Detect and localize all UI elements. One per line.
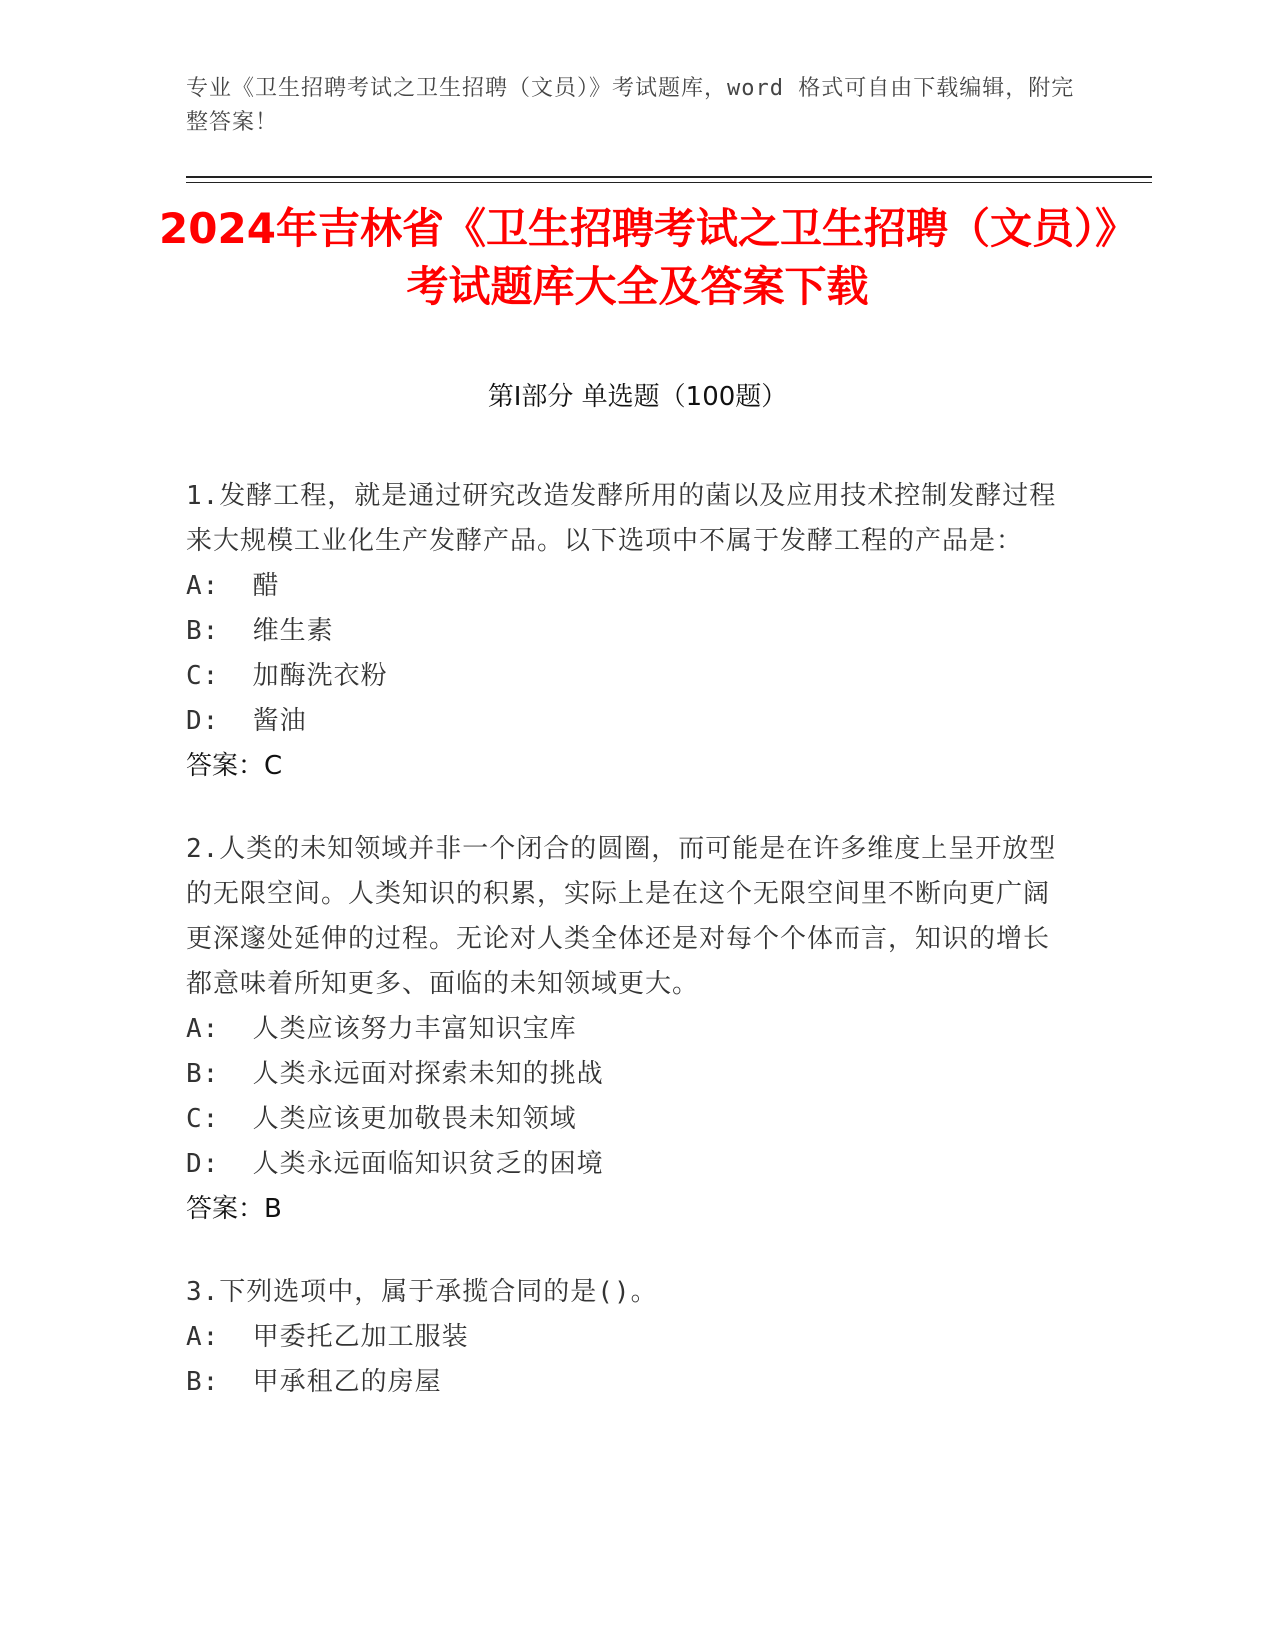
- option-d: D: 酱油: [186, 706, 307, 736]
- section-title: 第Ⅰ部分 单选题（100题）: [487, 382, 788, 412]
- answer: 答案：B: [186, 1194, 282, 1224]
- question-3: [186, 1270, 1066, 1405]
- question-list: [186, 474, 1066, 1443]
- option-c: C: 加酶洗衣粉: [186, 661, 388, 691]
- option-a: A: 人类应该努力丰富知识宝库: [186, 1014, 577, 1044]
- option-b: B: 甲承租乙的房屋: [186, 1367, 442, 1397]
- option-a: A: 醋: [186, 571, 280, 601]
- question-1: [186, 474, 1066, 789]
- option-c: C: 人类应该更加敬畏未知领域: [186, 1104, 577, 1134]
- answer: 答案：C: [186, 751, 283, 781]
- option-a: A: 甲委托乙加工服装: [186, 1322, 469, 1352]
- option-d: D: 人类永远面临知识贫乏的困境: [186, 1149, 604, 1179]
- header-divider-thin: [186, 182, 1152, 183]
- header-divider-thick: [186, 176, 1152, 178]
- question-stem: 1.发酵工程，就是通过研究改造发酵所用的菌以及应用技术控制发酵过程来大规模工业化生产发酵产品。以下选项中不属于发酵工程的产品是：: [186, 481, 1057, 556]
- option-b: B: 人类永远面对探索未知的挑战: [186, 1059, 604, 1089]
- question-stem: 2.人类的未知领域并非一个闭合的圆圈，而可能是在许多维度上呈开放型的无限空间。人类知识的积累，实际上是在这个无限空间里不断向更广阔更深邃处延伸的过程。无论对人类全体还是对每个个体而言，知识的增长都意味着所知更多、面临的未知领域更大。: [186, 834, 1057, 999]
- question-2: [186, 827, 1066, 1232]
- header-note: 专业《卫生招聘考试之卫生招聘（文员）》考试题库，word 格式可自由下载编辑，附完整答案！: [186, 76, 1075, 135]
- option-b: B: 维生素: [186, 616, 334, 646]
- document-title: 2024年吉林省《卫生招聘考试之卫生招聘（文员）》考试题库大全及答案下载: [159, 204, 1116, 311]
- question-stem: 3.下列选项中，属于承揽合同的是()。: [186, 1277, 658, 1307]
